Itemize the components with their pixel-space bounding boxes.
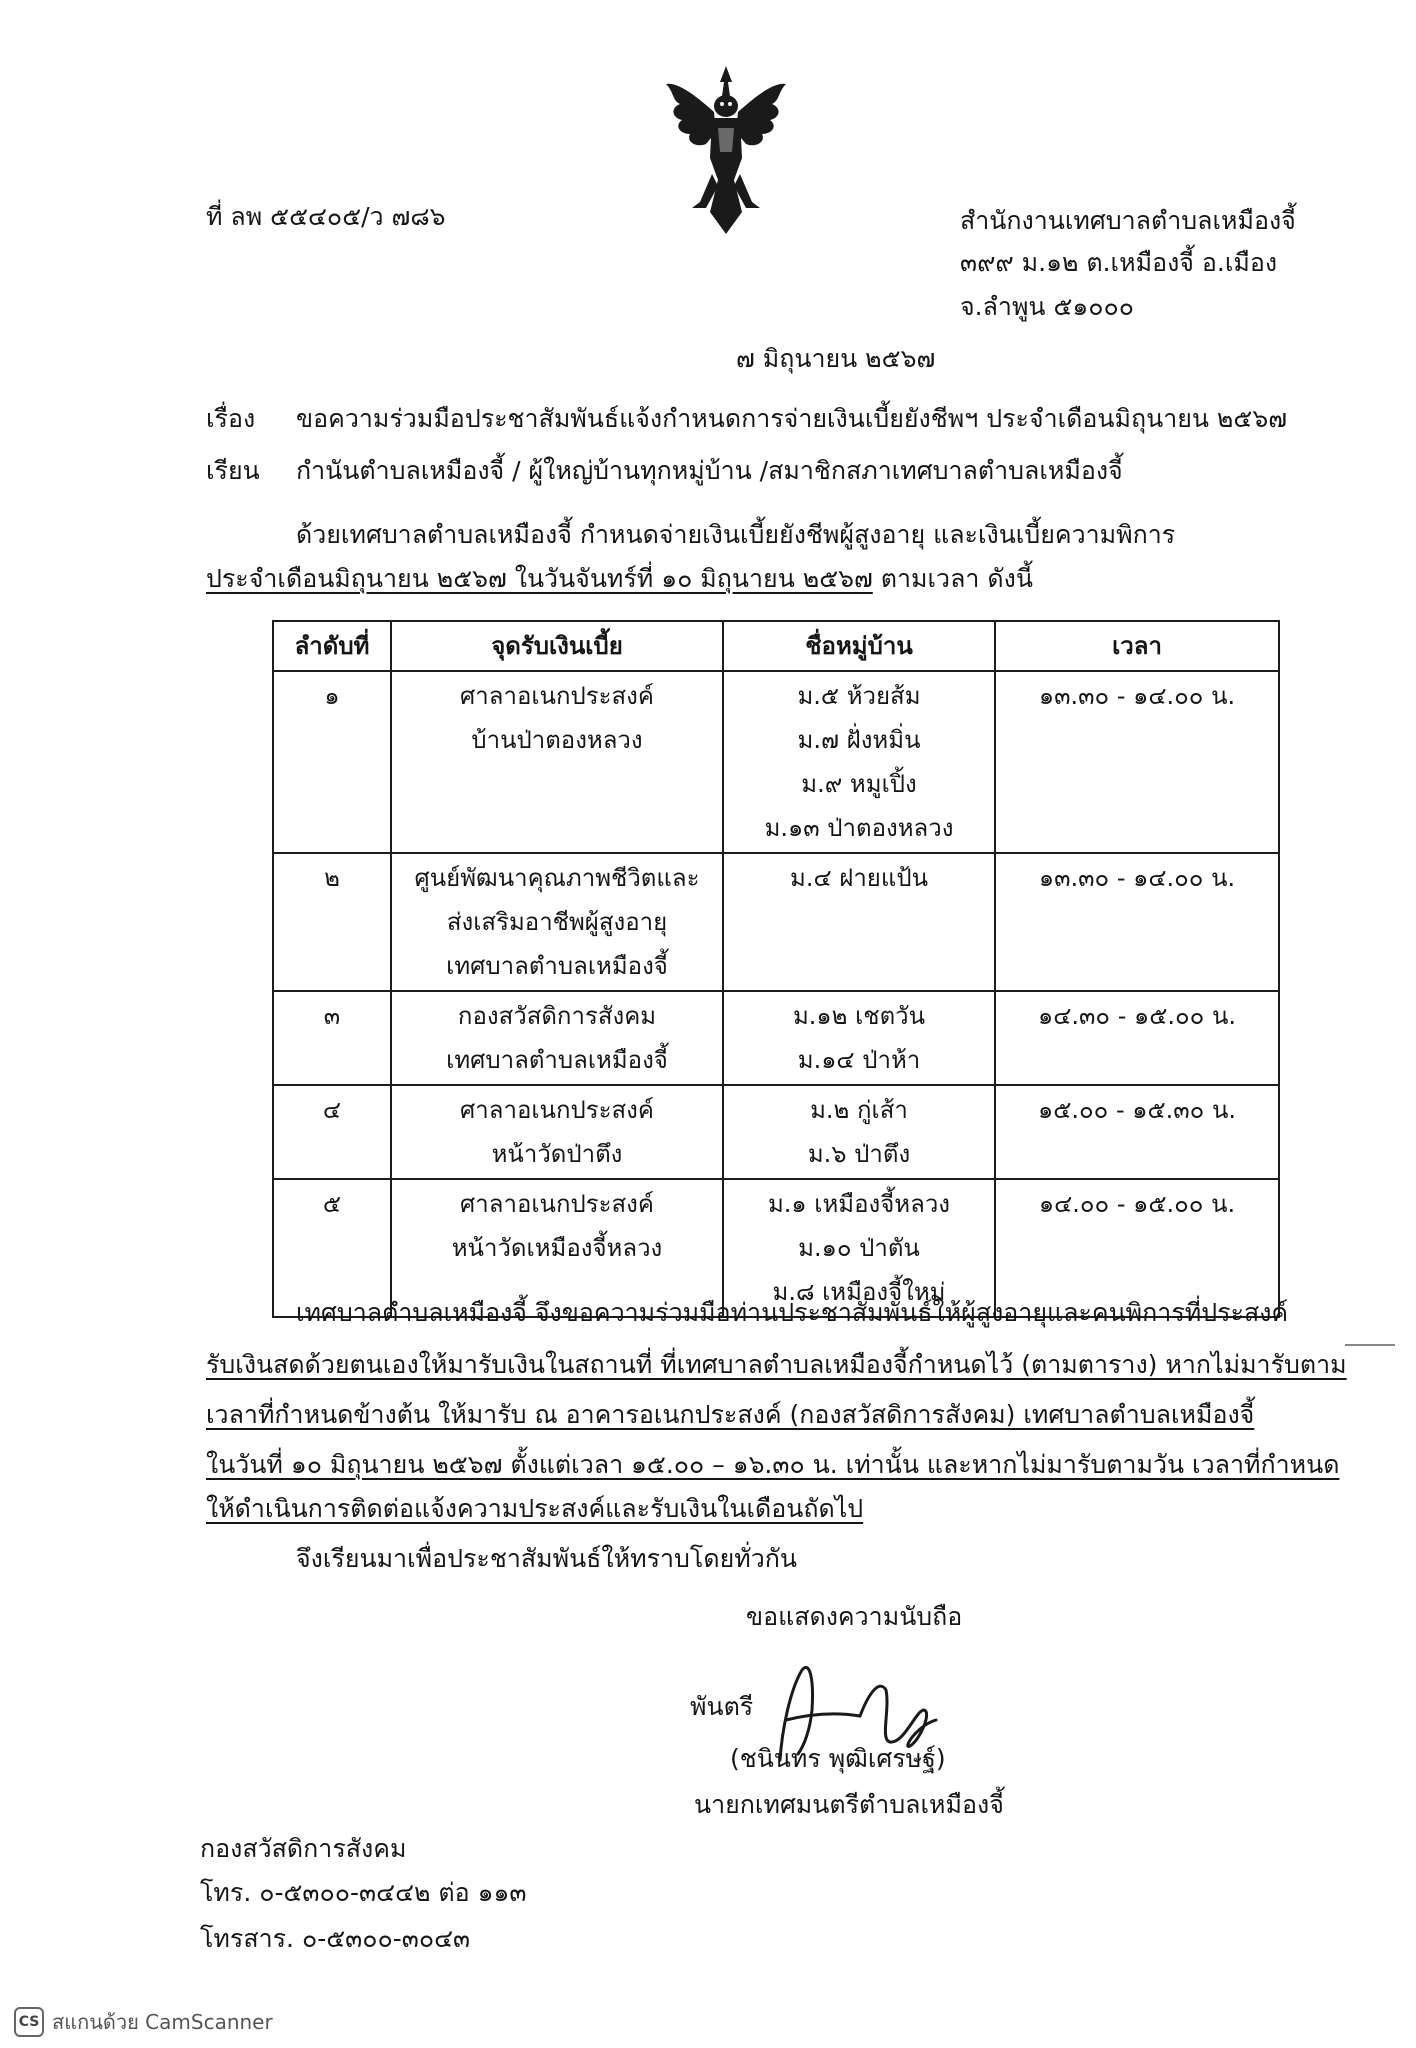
village-name: ม.๗ ฝั่งหมิ่น xyxy=(797,726,921,754)
village-list xyxy=(723,853,995,991)
pickup-place xyxy=(391,991,723,1085)
village-name: ม.๕ ห้วยส้ม xyxy=(797,682,921,710)
table-row xyxy=(273,853,1279,991)
subject-label: เรื่อง xyxy=(206,404,256,433)
body-line-3: เวลาที่กำหนดข้างต้น ให้มารับ ณ อาคารอเนกประสงค์ (กองสวัสดิการสังคม) เทศบาลตำบลเหมืองจี้ xyxy=(206,1400,1255,1429)
payment-schedule-table xyxy=(272,620,1280,1318)
reference-number: ที่ ลพ ๕๕๔๐๕/ว ๗๘๖ xyxy=(206,202,446,231)
column-header-village: ชื่อหมู่บ้าน xyxy=(723,621,995,671)
camscanner-logo-icon: CS xyxy=(14,2007,44,2037)
contact-department: กองสวัสดิการสังคม xyxy=(200,1834,407,1863)
place-line: ศาลาอเนกประสงค์ xyxy=(460,682,654,710)
signer-rank: พันตรี xyxy=(690,1692,754,1721)
village-list xyxy=(723,671,995,853)
office-province: จ.ลำพูน ๕๑๐๐๐ xyxy=(960,292,1135,321)
table-row xyxy=(273,671,1279,853)
body-line-5: ให้ดำเนินการติดต่อแจ้งความประสงค์และรับเงินในเดือนถัดไป xyxy=(206,1494,864,1523)
office-address: ๓๙๙ ม.๑๒ ต.เหมืองจี้ อ.เมือง xyxy=(960,248,1278,277)
row-number: ๑ xyxy=(273,671,391,853)
office-name: สำนักงานเทศบาลตำบลเหมืองจี้ xyxy=(960,206,1296,235)
body-line-1: เทศบาลตำบลเหมืองจี้ จึงขอความร่วมมือท่านประชาสัมพันธ์ให้ผู้สูงอายุและคนพิการที่ประสงค์ xyxy=(296,1298,1289,1327)
pickup-place xyxy=(391,853,723,991)
intro-date-underlined: ประจำเดือนมิถุนายน ๒๕๖๗ ในวันจันทร์ที่ ๑๐ มิถุนายน ๒๕๖๗ xyxy=(206,564,873,593)
time-slot: ๑๕.๐๐ - ๑๕.๓๐ น. xyxy=(995,1085,1279,1179)
scanner-text: สแกนด้วย CamScanner xyxy=(52,2010,273,2034)
table-header-row xyxy=(273,621,1279,671)
village-name: ม.๙ หมูเปิ้ง xyxy=(801,770,917,798)
village-name: ม.๑๔ ป่าห้า xyxy=(797,1046,921,1074)
recipient-text: กำนันตำบลเหมืองจี้ / ผู้ใหญ่บ้านทุกหมู่บ้าน /สมาชิกสภาเทศบาลตำบลเหมืองจี้ xyxy=(296,456,1123,485)
margin-mark xyxy=(1345,1344,1395,1346)
village-name: ม.๘ เหมืองจี้ใหม่ xyxy=(772,1278,946,1306)
column-header-place: จุดรับเงินเบี้ย xyxy=(391,621,723,671)
garuda-emblem-icon xyxy=(662,62,790,238)
signer-name: (ชนินทร พุฒิเศรษฐ์) xyxy=(730,1744,946,1773)
pickup-place xyxy=(391,671,723,853)
document-date: ๗ มิถุนายน ๒๕๖๗ xyxy=(736,344,936,373)
place-line: เทศบาลตำบลเหมืองจี้ xyxy=(446,1046,668,1074)
row-number: ๔ xyxy=(273,1085,391,1179)
column-header-no: ลำดับที่ xyxy=(273,621,391,671)
table-row xyxy=(273,1085,1279,1179)
pickup-place xyxy=(391,1085,723,1179)
recipient-label: เรียน xyxy=(206,456,260,485)
place-line: หน้าวัดป่าตึง xyxy=(491,1140,623,1168)
village-name: ม.๔ ฝายแป้น xyxy=(790,864,928,892)
time-slot: ๑๔.๓๐ - ๑๕.๐๐ น. xyxy=(995,991,1279,1085)
closing-paragraph: จึงเรียนมาเพื่อประชาสัมพันธ์ให้ทราบโดยทั่วกัน xyxy=(296,1544,797,1573)
body-line-4: ในวันที่ ๑๐ มิถุนายน ๒๕๖๗ ตั้งแต่เวลา ๑๕.๐๐ – ๑๖.๓๐ น. เท่านั้น และหากไม่มารับตามวัน เวลาที่กำหนด xyxy=(206,1450,1340,1479)
signer-position: นายกเทศมนตรีตำบลเหมืองจี้ xyxy=(694,1790,1004,1819)
row-number: ๒ xyxy=(273,853,391,991)
village-name: ม.๑๒ เชตวัน xyxy=(792,1002,926,1030)
place-line: เทศบาลตำบลเหมืองจี้ xyxy=(446,952,668,980)
table-row xyxy=(273,991,1279,1085)
row-number: ๓ xyxy=(273,991,391,1085)
column-header-time: เวลา xyxy=(995,621,1279,671)
scanner-watermark xyxy=(14,2006,273,2038)
contact-phone: โทร. ๐-๕๓๐๐-๓๔๔๒ ต่อ ๑๑๓ xyxy=(200,1878,527,1907)
intro-line-1: ด้วยเทศบาลตำบลเหมืองจี้ กำหนดจ่ายเงินเบี้ยยังชีพผู้สูงอายุ และเงินเบี้ยความพิการ xyxy=(296,520,1176,549)
place-line: หน้าวัดเหมืองจี้หลวง xyxy=(451,1234,663,1262)
intro-line-2 xyxy=(206,562,1033,596)
time-slot: ๑๓.๓๐ - ๑๔.๐๐ น. xyxy=(995,671,1279,853)
regards-text: ขอแสดงความนับถือ xyxy=(746,1602,963,1631)
village-list xyxy=(723,991,995,1085)
time-slot: ๑๔.๐๐ - ๑๕.๐๐ น. xyxy=(995,1179,1279,1317)
place-line: ส่งเสริมอาชีพผู้สูงอายุ xyxy=(446,908,668,936)
place-line: กองสวัสดิการสังคม xyxy=(457,1002,657,1030)
village-name: ม.๖ ป่าตึง xyxy=(807,1140,911,1168)
intro-line-2-rest: ตามเวลา ดังนี้ xyxy=(872,564,1033,593)
village-name: ม.๑๓ ป่าตองหลวง xyxy=(764,814,954,842)
row-number: ๕ xyxy=(273,1179,391,1317)
village-name: ม.๑ เหมืองจี้หลวง xyxy=(767,1190,951,1218)
body-line-2: รับเงินสดด้วยตนเองให้มารับเงินในสถานที่ ที่เทศบาลตำบลเหมืองจี้กำหนดไว้ (ตามตาราง) หากไม่มารับตาม xyxy=(206,1350,1347,1379)
place-line: ศาลาอเนกประสงค์ xyxy=(460,1190,654,1218)
village-list xyxy=(723,1085,995,1179)
village-name: ม.๑๐ ป่าตัน xyxy=(798,1234,920,1262)
subject-text: ขอความร่วมมือประชาสัมพันธ์แจ้งกำหนดการจ่ายเงินเบี้ยยังชีพฯ ประจำเดือนมิถุนายน ๒๕๖๗ xyxy=(296,404,1287,433)
village-name: ม.๒ กู่เส้า xyxy=(810,1096,908,1124)
contact-fax: โทรสาร. ๐-๕๓๐๐-๓๐๔๓ xyxy=(200,1924,471,1953)
place-line: ศูนย์พัฒนาคุณภาพชีวิตและ xyxy=(414,864,700,892)
time-slot: ๑๓.๓๐ - ๑๔.๐๐ น. xyxy=(995,853,1279,991)
place-line: ศาลาอเนกประสงค์ xyxy=(460,1096,654,1124)
place-line: บ้านป่าตองหลวง xyxy=(471,726,643,754)
